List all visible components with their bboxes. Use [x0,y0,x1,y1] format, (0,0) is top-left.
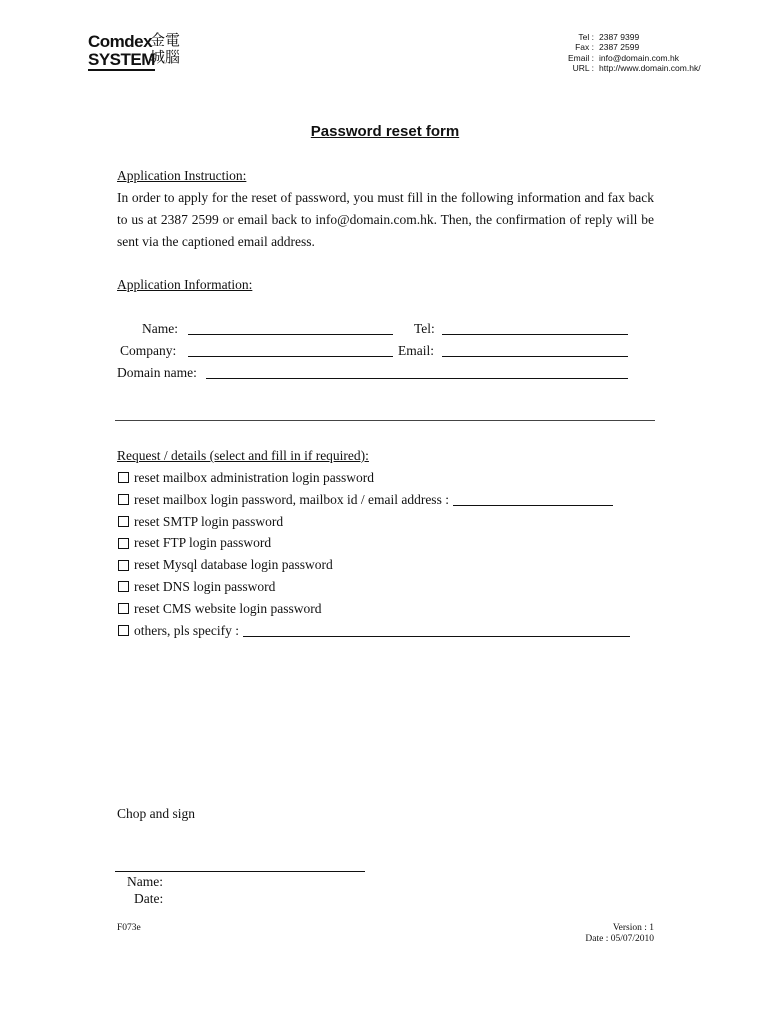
name-label: Name: [142,321,178,336]
request-item-label: reset CMS website login password [134,600,322,616]
contact-fax: 2387 2599 [599,42,640,53]
request-item [117,598,630,620]
request-list [117,467,630,641]
signature-name-label: Name: [127,874,163,889]
email-field[interactable] [442,356,628,357]
instruction-body: In order to apply for the reset of password, you must fill in the following information and fax back to us at 2387 2599 or email back to info@domain.com.hk. Then, the confirmation of reply will be sent via the captioned email address. [117,190,654,249]
others-specify-field[interactable] [243,624,630,637]
version-label: Version : 1 [612,923,654,933]
request-item-label: reset DNS login password [134,578,276,594]
section-divider [115,420,655,421]
checkbox[interactable] [118,538,129,549]
signature-line[interactable] [115,871,365,872]
name-field[interactable] [188,334,393,335]
request-item-label: reset FTP login password [134,535,272,551]
contact-block [540,32,701,73]
page-title [0,123,770,140]
checkbox[interactable] [118,603,129,614]
logo-text-line1: Comdex [88,32,153,51]
request-item [117,532,630,554]
checkbox[interactable] [118,581,129,592]
request-item [117,554,630,576]
request-item [117,467,630,489]
domain-field[interactable] [206,378,628,379]
request-item [117,511,630,533]
checkbox[interactable] [118,472,129,483]
checkbox[interactable] [118,560,129,571]
tel-label: Tel: [414,321,435,336]
contact-tel-label: Tel : [578,32,594,42]
information-heading: Application Information: [117,277,253,292]
logo-char-4: 腦 [165,48,181,66]
email-label: Email: [398,343,434,358]
request-item-label: others, pls specify : [134,622,239,638]
contact-email: info@domain.com.hk [599,52,679,63]
tel-field[interactable] [442,334,628,335]
signature-date-label: Date: [134,891,164,906]
instruction-heading: Application Instruction: [117,168,247,183]
logo-char-3: 城 [150,48,166,66]
request-item-label: reset Mysql database login password [134,557,333,573]
checkbox[interactable] [118,625,129,636]
form-code: F073e [117,923,141,933]
request-item [117,489,630,511]
request-item-label: reset mailbox administration login password [134,470,374,485]
request-item-label: reset SMTP login password [134,513,284,529]
request-item [117,620,630,642]
version-block [585,923,654,945]
request-item-label: reset mailbox login password, mailbox id / email address : [134,491,449,507]
contact-url-label: URL : [572,62,594,73]
request-heading: Request / details (select and fill in if required): [117,448,369,463]
contact-tel: 2387 9399 [599,32,640,42]
company-logo [88,33,188,81]
chop-sign-label: Chop and sign [117,806,196,821]
contact-url: http://www.domain.com.hk/ [599,62,701,73]
checkbox[interactable] [118,516,129,527]
contact-email-label: Email : [568,52,594,63]
page-title-text: Password reset form [310,123,460,140]
company-label: Company: [120,343,177,358]
contact-fax-label: Fax : [575,42,594,53]
logo-char-2: 電 [165,31,181,49]
request-item [117,576,630,598]
logo-text-line2: SYSTEM [88,50,155,69]
domain-label: Domain name: [117,365,197,380]
logo-char-1: 金 [150,31,166,49]
version-date: Date : 05/07/2010 [585,934,654,944]
logo-chinese [150,33,180,65]
company-field[interactable] [188,356,393,357]
mailbox-id-field[interactable] [453,493,613,506]
checkbox[interactable] [118,494,129,505]
